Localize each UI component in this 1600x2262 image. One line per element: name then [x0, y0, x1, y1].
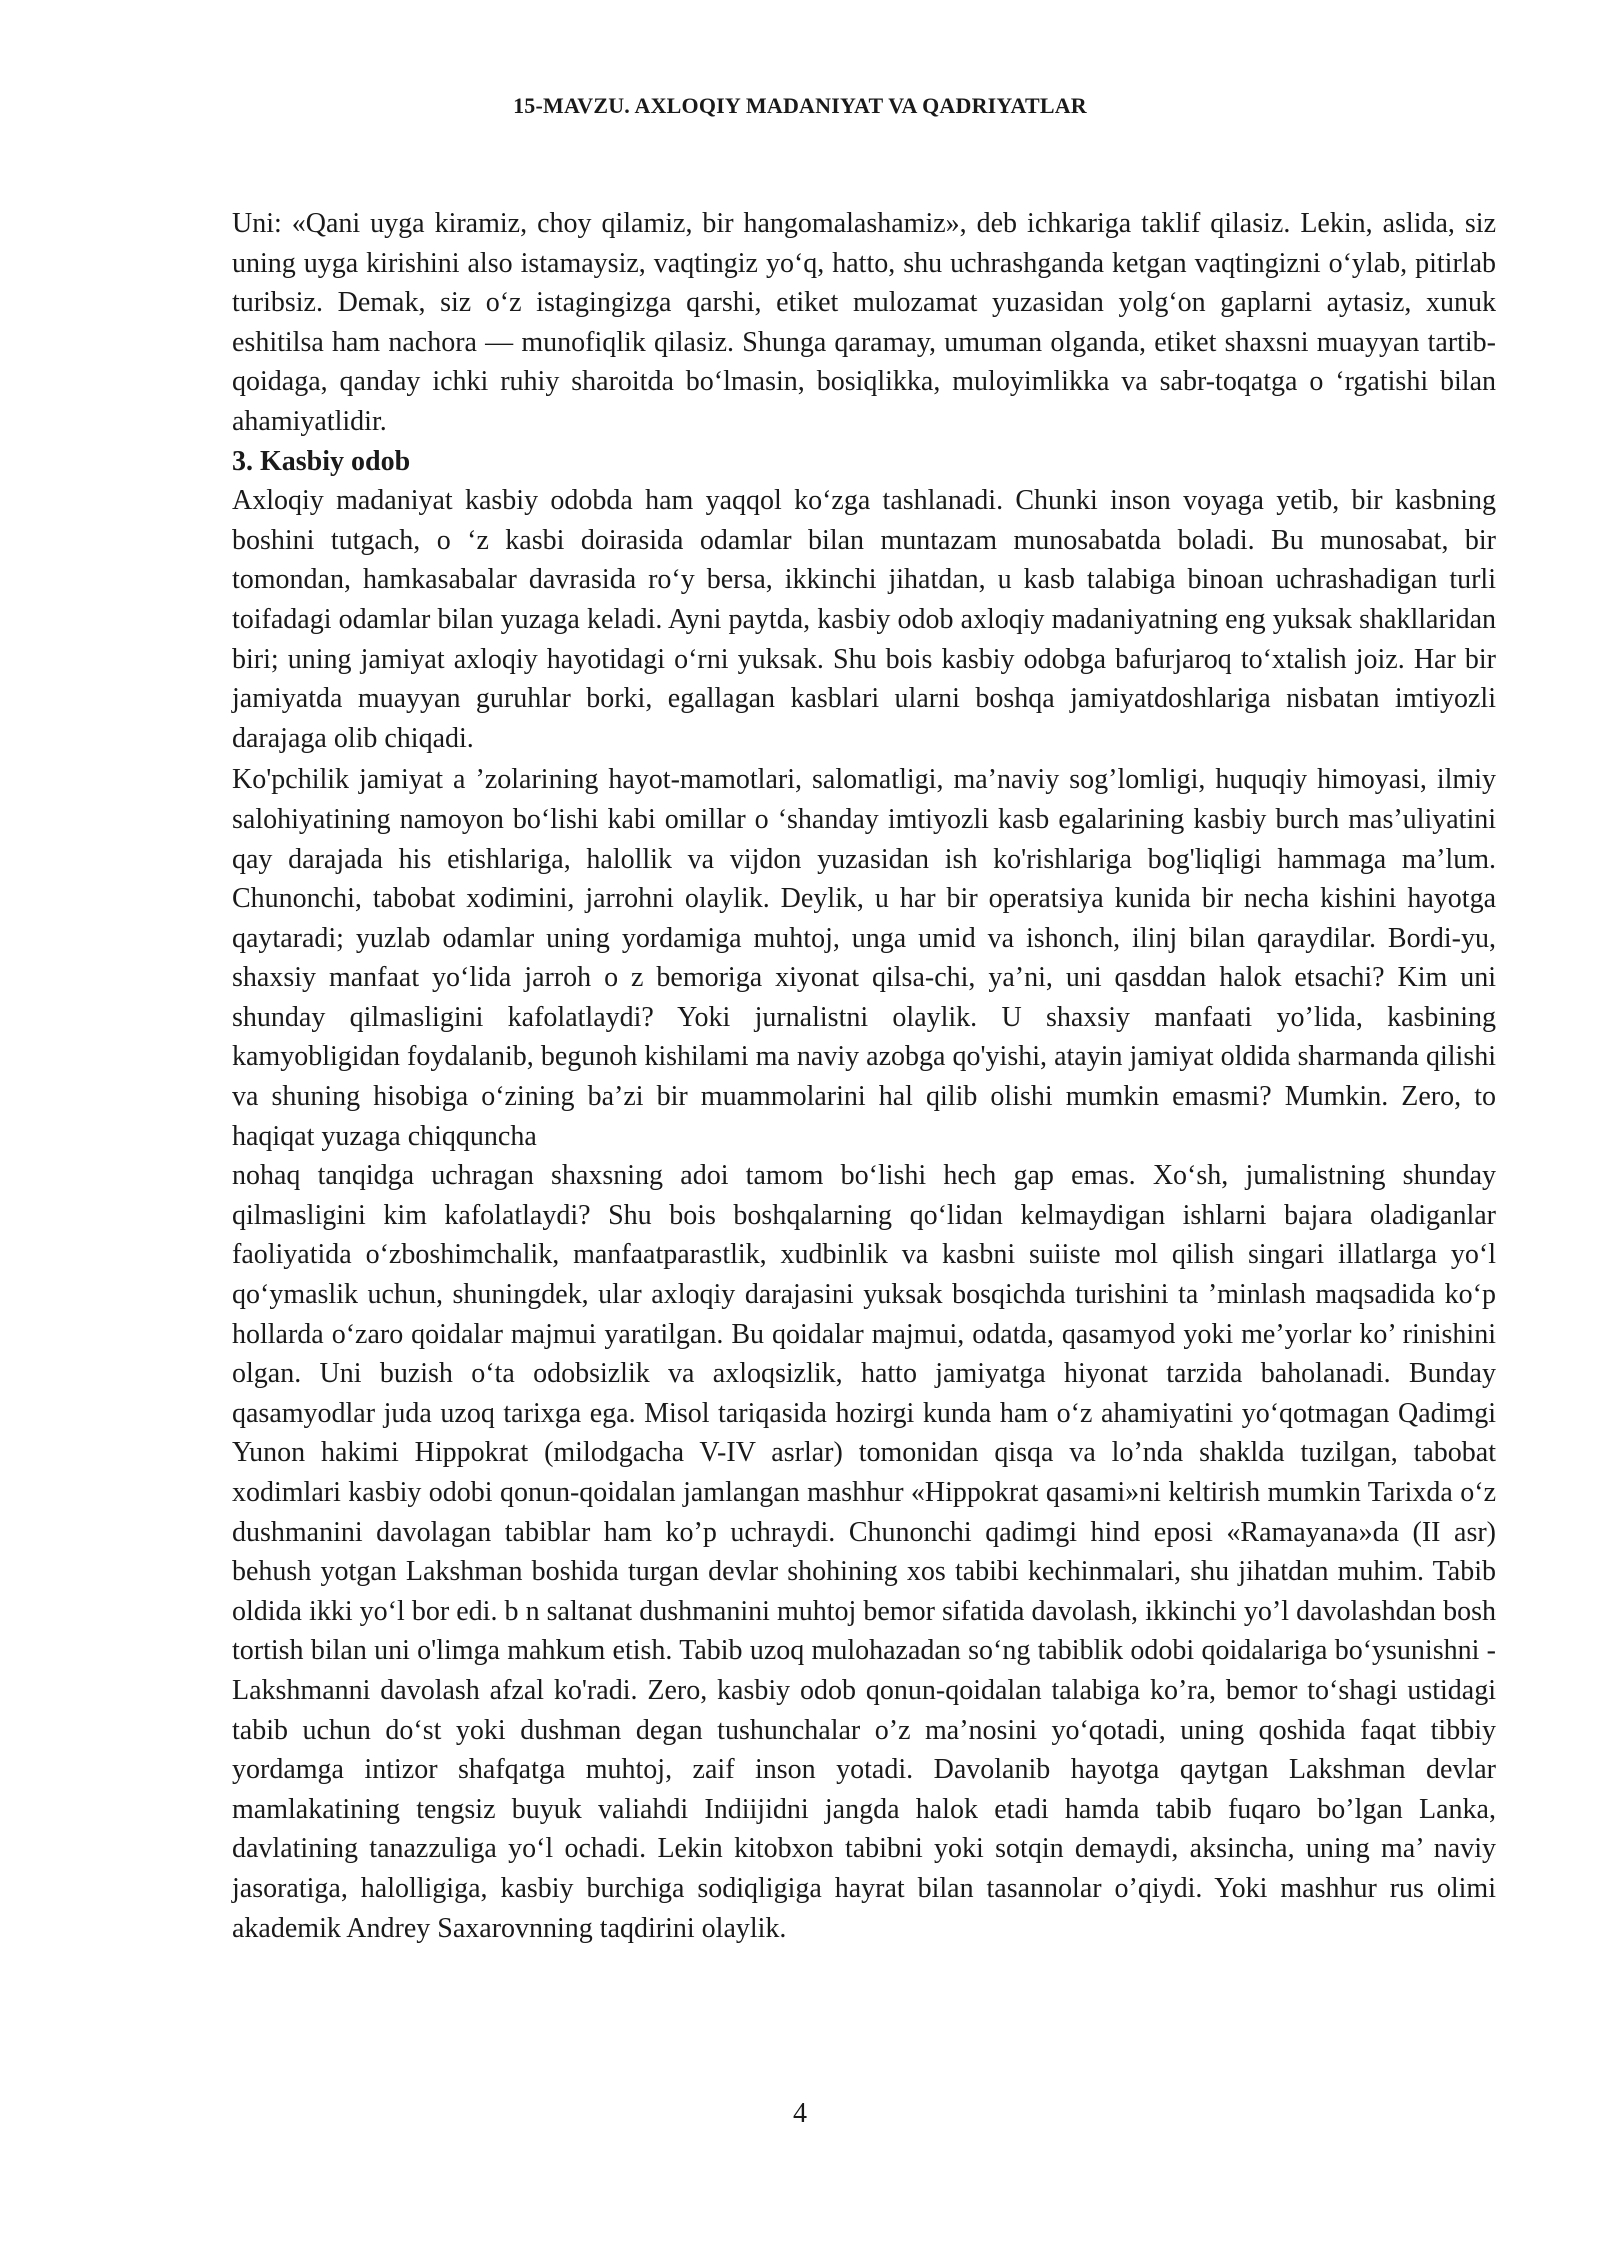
section-heading: 3. Kasbiy odob [232, 445, 411, 477]
paragraph-oaths-and-history: nohaq tanqidga uchragan shaxsning adoi tamom bo‘lishi hech gap emas. Xo‘sh, jumalistning shunday qilmasligini kim kafolatlaydi? Shu bois boshqalarning qo‘lidan kelmaydigan ishlarni bajara oladiganlar faoliyatida o‘zboshimchalik, manfaatparastlik, xudbinlik va kasbni suiiste mol qilish singari illatlarga yo‘l qo‘ymaslik uchun, shuningdek, ular axloqiy darajasini yuksak bosqichda turishini ta ’minlash maqsadida ko‘p hollarda o‘zaro qoidalar majmui yaratilgan. Bu qoidalar majmui, odatda, qasamyod yoki me’yorlar ko’ rinishini olgan. Uni buzish o‘ta odobsizlik va axloqsizlik, hatto jamiyatga hiyonat tarzida baholanadi. Bunday qasamyodlar juda uzoq tarixga ega. Misol tariqasida hozirgi kunda ham o‘z ahamiyatini yo‘qotmagan Qadimgi Yunon hakimi Hippokrat (milodgacha V-IV asrlar) tomonidan qisqa va lo’nda shaklda tuzilgan, tabobat xodimlari kasbiy odobi qonun-qoidalan jamlangan mashhur «Hippokrat qasami»ni keltirish mumkin Tarixda o‘z dushmanini davolagan tabiblar ham ko’p uchraydi. Chunonchi qadimgi hind eposi «Ramayana»da (II asr) behush yotgan Lakshman boshida turgan devlar shohining xos tabibi kechinmalari, shu jihatdan muhim. Tabib oldida ikki yo‘l bor edi. b n saltanat dushmanini muhtoj bemor sifatida davolash, ikkinchi yo’l davolashdan bosh tortish bilan uni o'limga mahkum etish. Tabib uzoq mulohazadan so‘ng tabiblik odobi qoidalariga bo‘ysunishni - Lakshmanni davolash afzal ko'radi. Zero, kasbiy odob qonun-qoidalan talabiga ko’ra, bemor to‘shagi ustidagi tabib uchun do‘st yoki dushman degan tushunchalar o’z ma’nosini yo‘qotadi, uning qoshida faqat tibbiy yordamga intizor shafqatga muhtoj, zaif inson yotadi. Davolanib hayotga qaytgan Lakshman devlar mamlakatining tengsiz buyuk valiahdi Indiijidni jangda halok etadi hamda tabib fuqaro bo’lgan Lanka, davlatining tanazzuliga yo‘l ochadi. Lekin kitobxon tabibni yoki sotqin demaydi, aksincha, uning ma’ naviy jasoratiga, halolligiga, kasbiy burchiga sodiqligiga hayrat bilan tasannolar o’qiydi. Yoki mashhur rus olimi akademik Andrey Saxarovnning taqdirini olaylik. [232, 1160, 1496, 1944]
page-number: 4 [793, 2098, 807, 2129]
page-header-title: 15-MAVZU. AXLOQIY MADANIYAT VA QADRIYATLAR [513, 93, 1087, 118]
paragraph-professional-responsibility: Ko'pchilik jamiyat a ’zolarining hayot-mamotlari, salomatligi, ma’naviy sog’lomligi, huquqiy himoyasi, ilmiy salohiyatining namoyon bo‘lishi kabi omillar o ‘shanday imtiyozli kasb egalarining kasbiy burch mas’uliyatini qay darajada his etishlariga, halollik va vijdon yuzasidan ish ko'rishlariga bog'liqligi hammaga ma’lum. Chunonchi, tabobat xodimini, jarrohni olaylik. Deylik, u har bir operatsiya kunida bir necha kishini hayotga qaytaradi; yuzlab odamlar uning yordamiga muhtoj, unga umid va ishonch, ilinj bilan qaraydilar. Bordi-yu, shaxsiy manfaat yo‘lida jarroh o z bemoriga xiyonat qilsa-chi, ya’ni, uni qasddan halok etsachi? Kim uni shunday qilmasligini kafolatlaydi? Yoki jurnalistni olaylik. U shaxsiy manfaati yo’lida, kasbining kamyobligidan foydalanib, begunoh kishilami ma naviy azobga qo'yishi, atayin jamiyat oldida sharmanda qilishi va shuning hisobiga o‘zining ba’zi bir muammolarini hal qilib olishi mumkin emasmi? Mumkin. Zero, to haqiqat yuzaga chiqquncha [232, 764, 1496, 1152]
paragraph-professional-ethics-intro: Axloqiy madaniyat kasbiy odobda ham yaqqol ko‘zga tashlanadi. Chunki inson voyaga yetib, bir kasbning boshini tutgach, o ‘z kasbi doirasida odamlar bilan muntazam munosabatda boladi. Bu munosabat, bir tomondan, hamkasabalar davrasida ro‘y bersa, ikkinchi jihatdan, u kasb talabiga binoan uchrashadigan turli toifadagi odamlar bilan yuzaga keladi. Ayni paytda, kasbiy odob axloqiy madaniyatning eng yuksak shakllaridan biri; uning jamiyat axloqiy hayotidagi o‘rni yuksak. Shu bois kasbiy odobga bafurjaroq to‘xtalish joiz. Har bir jamiyatda muayyan guruhlar borki, egallagan kasblari ularni boshqa jamiyatdoshlariga nisbatan imtiyozli darajaga olib chiqadi. [232, 485, 1496, 754]
document-body [232, 204, 1496, 1948]
paragraph-etiquette: Uni: «Qani uyga kiramiz, choy qilamiz, bir hangomalashamiz», deb ichkariga taklif qilasiz. Lekin, aslida, siz uning uyga kirishini also istamaysiz, vaqtingiz yo‘q, hatto, shu uchrashganda ketgan vaqtingizni o‘ylab, pitirlab turibsiz. Demak, siz o‘z istagingizga qarshi, etiket mulozamat yuzasidan yolg‘on gaplarni aytasiz, xunuk eshitilsa ham nachora — munofiqlik qilasiz. Shunga qaramay, umuman olganda, etiket shaxsni muayyan tartib-qoidaga, qanday ichki ruhiy sharoitda bo‘lmasin, bosiqlikka, muloyimlikka va sabr-toqatga o ‘rgatishi bilan ahamiyatlidir. [232, 208, 1496, 437]
